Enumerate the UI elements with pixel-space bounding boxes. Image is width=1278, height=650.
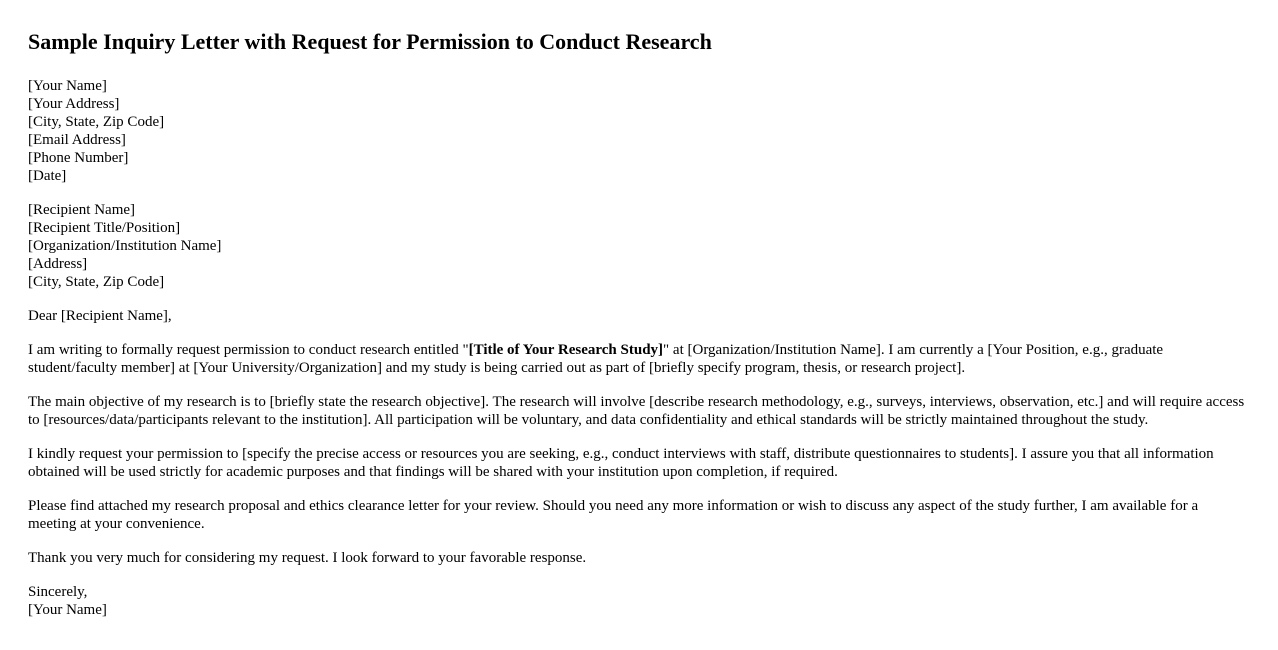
closing-block xyxy=(28,583,1250,619)
body-paragraph-1 xyxy=(28,341,1250,377)
body-paragraph-4: Please find attached my research proposal and ethics clearance letter for your review. Should you need any more information or wish to discuss any aspect of the study further, I am available for a meeting at your convenience. xyxy=(28,498,1199,532)
research-title-placeholder: [Title of Your Research Study] xyxy=(468,342,664,358)
recipient-organization: [Organization/Institution Name] xyxy=(28,238,222,254)
recipient-address: [Address] xyxy=(28,256,88,272)
recipient-title: [Recipient Title/Position] xyxy=(28,220,181,236)
letter-date: [Date] xyxy=(28,168,67,184)
paragraph-1-text-end: " at [Organization/Institution Name]. I am currently a [Your Position, e.g., graduate student/faculty member] at [Your University/Organization] and my study is being carried out as part of [briefly specify program, thesis, or research project]. xyxy=(28,342,1164,376)
sender-block xyxy=(28,77,1250,185)
body-paragraph-5: Thank you very much for considering my request. I look forward to your favorable response. xyxy=(28,550,587,566)
recipient-block xyxy=(28,201,1250,291)
recipient-city-state-zip: [City, State, Zip Code] xyxy=(28,274,165,290)
recipient-name: [Recipient Name] xyxy=(28,202,136,218)
body-paragraph-3: I kindly request your permission to [specify the precise access or resources you are seeking, e.g., conduct interviews with staff, distribute questionnaires to students]. I assure you that all information obtained will be used strictly for academic purposes and that findings will be shared with your institution upon completion, if required. xyxy=(28,446,1214,480)
body-paragraph-2: The main objective of my research is to [briefly state the research objective]. The research will involve [describe research methodology, e.g., surveys, interviews, observation, etc.] and will require access to [resources/data/participants relevant to the institution]. All participation will be voluntary, and data confidentiality and ethical standards will be strictly maintained throughout the study. xyxy=(28,394,1245,428)
sender-city-state-zip: [City, State, Zip Code] xyxy=(28,114,165,130)
signature-name: [Your Name] xyxy=(28,602,107,618)
sender-email: [Email Address] xyxy=(28,132,126,148)
page-title: Sample Inquiry Letter with Request for Permission to Conduct Research xyxy=(28,29,712,54)
sender-address: [Your Address] xyxy=(28,96,120,112)
closing: Sincerely, xyxy=(28,584,88,600)
paragraph-1-text-start: I am writing to formally request permission to conduct research entitled " xyxy=(28,342,469,358)
salutation: Dear [Recipient Name], xyxy=(28,308,172,324)
sender-name: [Your Name] xyxy=(28,78,107,94)
sender-phone: [Phone Number] xyxy=(28,150,129,166)
